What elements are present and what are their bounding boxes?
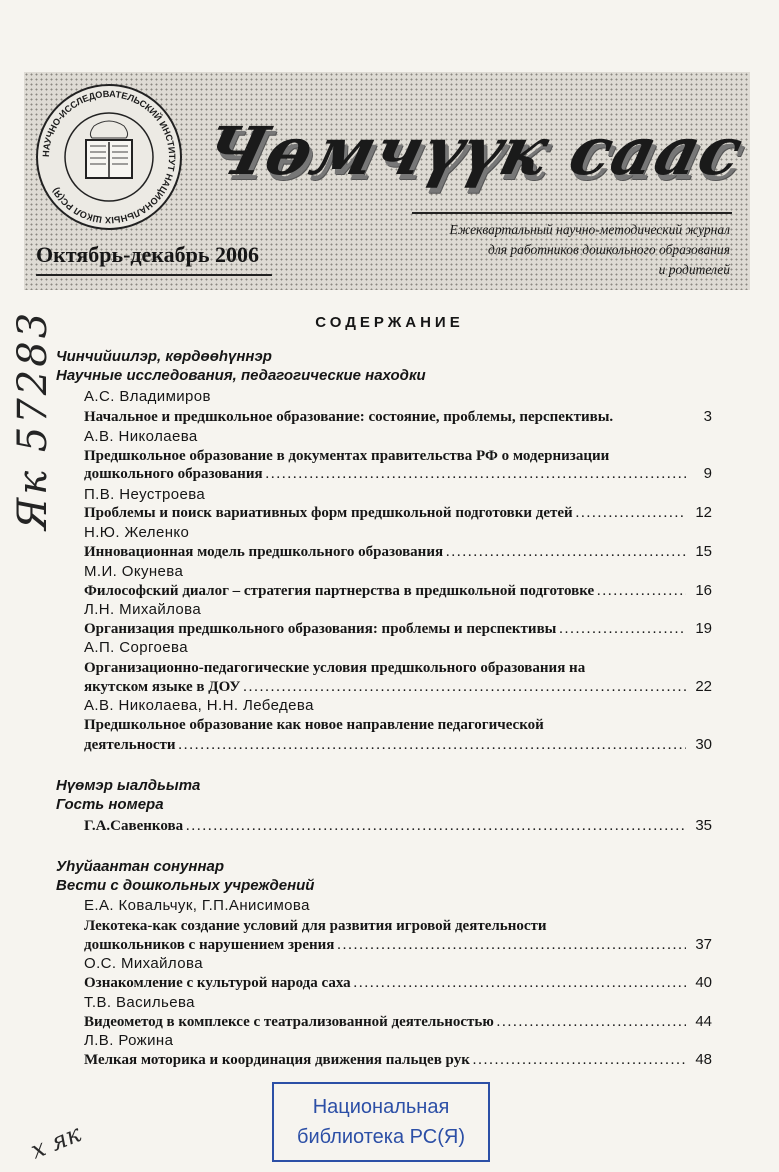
toc-page-number: 48 (695, 1051, 712, 1068)
toc-article-title: Мелкая моторика и координация движения пальцев рук . . . (84, 1051, 686, 1069)
toc-article-title: Ознакомление с культурой народа саха . . . (84, 974, 686, 992)
tagline-line: и родителей (658, 262, 730, 277)
toc-article-title: дошкольного образования . . . (84, 465, 686, 483)
toc-author: Л.В. Рожина (84, 1032, 174, 1049)
toc-page-number: 44 (695, 1013, 712, 1030)
toc-page-number: 22 (695, 678, 712, 695)
toc-article-title: Организационно-педагогические условия предшкольного образования на (84, 660, 586, 676)
institute-seal-logo (34, 82, 184, 232)
toc-page-number: 37 (695, 936, 712, 953)
toc-page-number: 12 (695, 504, 712, 521)
toc-article-title: Лекотека-как создание условий для развития игровой деятельности (84, 918, 547, 934)
section-heading-yakut: Чинчийиилэр, көрдөөһүннэр (56, 348, 272, 365)
toc-author: Л.Н. Михайлова (84, 601, 202, 618)
toc-page-number: 3 (703, 408, 712, 425)
toc-article-title: Проблемы и поиск вариативных форм предшкольной подготовки детей . . . (84, 504, 686, 522)
section-heading-yakut: Уһуйаантан сонуннар (56, 858, 225, 875)
toc-author: Е.А. Ковальчук, Г.П.Анисимова (84, 897, 310, 914)
toc-article-title: Предшкольное образование в документах правительства РФ о модернизации (84, 448, 610, 464)
toc-author: О.С. Михайлова (84, 955, 203, 972)
toc-author: М.И. Окунева (84, 563, 184, 580)
toc-article-title: Философский диалог – стратегия партнерства в предшкольной подготовке . . . (84, 582, 686, 600)
section-heading-russian: Гость номера (56, 796, 164, 813)
tagline-line: для работников дошкольного образования (487, 242, 730, 257)
toc-article-title: Организация предшкольного образования: проблемы и перспективы . . . (84, 620, 686, 638)
stamp-line: Национальная (312, 1096, 450, 1118)
contents-heading: СОДЕРЖАНИЕ (315, 314, 464, 331)
section-heading-yakut: Нүөмэр ыалдьыта (56, 777, 201, 794)
toc-article-title: дошкольников с нарушением зрения . . . (84, 936, 686, 954)
tagline-line: Ежеквартальный научно-методический журнал (449, 222, 730, 237)
masthead-title: Чөмчүүк саас (196, 112, 752, 190)
section-heading-russian: Вести с дошкольных учреждений (56, 877, 315, 894)
toc-author: А.П. Соргоева (84, 639, 188, 656)
library-stamp (272, 1082, 490, 1162)
toc-page-number: 40 (695, 974, 712, 991)
toc-page-number: 15 (695, 543, 712, 560)
toc-author: А.В. Николаева, Н.Н. Лебедева (84, 697, 314, 714)
toc-article-title: Видеометод в комплексе с театрализованной деятельностью . . . (84, 1013, 686, 1031)
toc-author: А.В. Николаева (84, 428, 198, 445)
handwritten-note: х як (26, 1119, 85, 1165)
header-divider (412, 212, 732, 214)
stamp-line: библиотека РС(Я) (297, 1126, 465, 1148)
toc-article-title: деятельности . . . (84, 736, 686, 754)
toc-page-number: 19 (695, 620, 712, 637)
toc-author: Н.Ю. Желенко (84, 524, 190, 541)
issue-underline (36, 274, 272, 276)
toc-page-number: 30 (695, 736, 712, 753)
section-heading-russian: Научные исследования, педагогические находки (56, 367, 426, 384)
toc-author: А.С. Владимиров (84, 388, 211, 405)
toc-author: Т.В. Васильева (84, 994, 195, 1011)
toc-page-number: 9 (703, 465, 712, 482)
toc-author: П.В. Неустроева (84, 486, 206, 503)
toc-page-number: 35 (695, 817, 712, 834)
toc-article-title: Г.А.Савенкова . . . (84, 817, 686, 835)
toc-article-title: якутском языке в ДОУ . . . (84, 678, 686, 696)
handwritten-shelf-mark: Як 57283 (10, 309, 56, 530)
seal-text: НАУЧНО-ИССЛЕДОВАТЕЛЬСКИЙ ИНСТИТУТ НАЦИОНАЛЬНЫХ ШКОЛ РС(Я) (40, 88, 178, 226)
toc-article-title: Предшкольное образование как новое направление педагогической (84, 717, 544, 733)
issue-date: Октябрь-декабрь 2006 (36, 242, 260, 267)
toc-article-title: Инновационная модель предшкольного образования . . . (84, 543, 686, 561)
toc-page-number: 16 (695, 582, 712, 599)
toc-article-title: Начальное и предшкольное образование: состояние, проблемы, перспективы. (84, 409, 614, 425)
journal-tagline (412, 220, 730, 280)
